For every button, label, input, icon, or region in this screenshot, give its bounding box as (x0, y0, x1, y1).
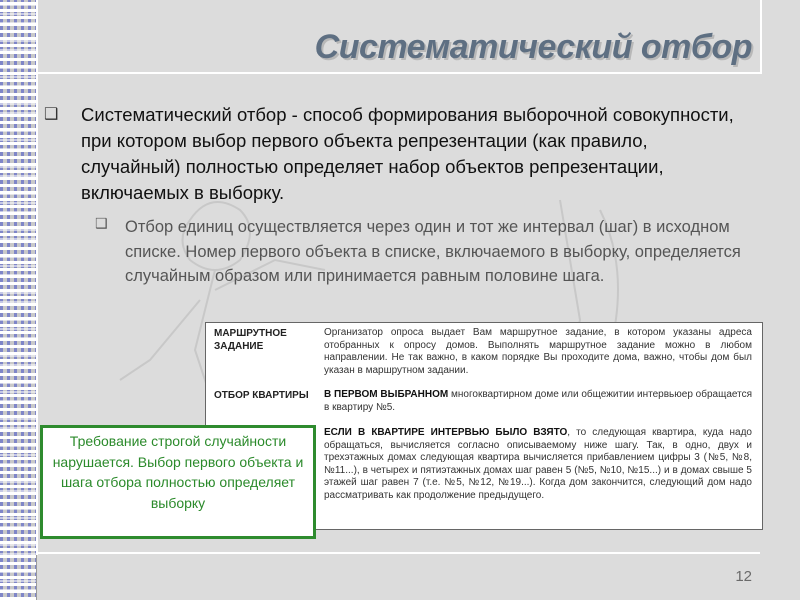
page-number: 12 (735, 568, 752, 585)
decorative-side-strip (0, 0, 37, 600)
row-text: Организатор опроса выдает Вам маршрутное задание, в котором указаны адреса отобранных к опросу домов. Выполнять маршрутное задание можно в любом направлении. Не так важно, в каком порядке Вы проходите дома, важно, чтобы дом был указан в маршрутном задании. (324, 327, 752, 376)
row-text: ЕСЛИ В КВАРТИРЕ ИНТЕРВЬЮ БЫЛО ВЗЯТО, то следующая квартира, куда надо обращаться, вычисляется согласно описываемому ниже шагу. Так, в одно, двух и трехэтажных домах следующая квартира вычисляется прибавлением цифры 3 (№5, №8, №11...), в четырех и пятиэтажных домах шаг равен 5 (№5, №10, №15...) и в домах свыше 5 этажей шаг равен 7 (т.е. №5, №12, №19...). Когда дом закончится, следующий дом надо рассматривать как продолжение предыдущего. (324, 427, 752, 501)
frame-divider-left (36, 0, 38, 555)
sub-bullet-text: Отбор единиц осуществляется через один и тот же интервал (шаг) в исходном списке. Номер первого объекта в списке, включаемого в выборку, определяется случайным образом или принимается равным половине шага. (125, 218, 741, 285)
main-bullet-text: Систематический отбор - способ формирования выборочной совокупности, при котором выбор первого объекта репрезентации (как правило, случайный) полностью определяет набор объектов репрезентации, включаемых в выборку. (81, 104, 734, 203)
square-bullet-icon: ❑ (44, 104, 59, 123)
table-row (206, 327, 762, 389)
slide-title: Систематический отбор (314, 28, 752, 66)
row-label: ОТБОР КВАРТИРЫ (214, 390, 309, 401)
table-row (206, 389, 762, 425)
title-divider-right (760, 0, 762, 74)
row-text: В ПЕРВОМ ВЫБРАННОМ многоквартирном доме или общежитии интервьюер обращается в квартиру №5. (324, 389, 752, 413)
title-divider (38, 72, 760, 74)
square-bullet-icon: ❑ (95, 216, 108, 232)
row-label: МАРШРУТНОЕ ЗАДАНИЕ (214, 328, 287, 352)
green-callout-box (40, 425, 316, 539)
callout-text: Требование строгой случайности нарушается. Выбор первого объекта и шага отбора полностью определяет выборку (52, 433, 304, 511)
